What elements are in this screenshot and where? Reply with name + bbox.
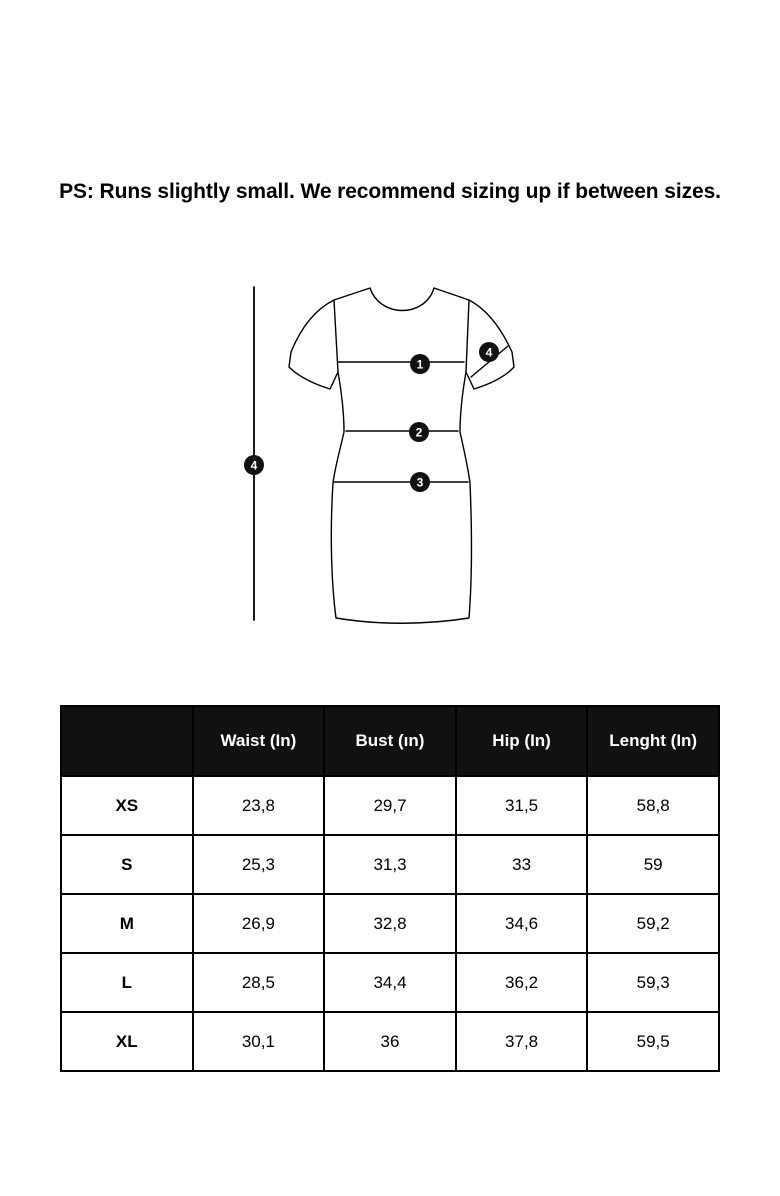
length-cell: 58,8 xyxy=(587,776,719,835)
hip-cell: 36,2 xyxy=(456,953,588,1012)
hip-cell: 34,6 xyxy=(456,894,588,953)
bust-cell: 31,3 xyxy=(324,835,456,894)
length-cell: 59,2 xyxy=(587,894,719,953)
header-bust: Bust (ın) xyxy=(324,706,456,776)
svg-text:3: 3 xyxy=(416,475,424,490)
waist-marker xyxy=(409,422,429,442)
table-row xyxy=(61,1012,719,1071)
size-cell: XL xyxy=(61,1012,193,1071)
length-marker xyxy=(244,455,264,475)
header-length: Lenght (In) xyxy=(587,706,719,776)
table-row xyxy=(61,953,719,1012)
length-cell: 59 xyxy=(587,835,719,894)
sleeve-marker xyxy=(479,342,499,362)
svg-text:4: 4 xyxy=(485,345,493,360)
header-waist: Waist (In) xyxy=(193,706,325,776)
size-chart-table xyxy=(60,705,720,1072)
length-cell: 59,3 xyxy=(587,953,719,1012)
length-cell: 59,5 xyxy=(587,1012,719,1071)
size-cell: M xyxy=(61,894,193,953)
sizing-note: PS: Runs slightly small. We recommend sizing up if between sizes. xyxy=(59,180,721,203)
size-cell: L xyxy=(61,953,193,1012)
table-row xyxy=(61,835,719,894)
left-panel-seam xyxy=(334,300,338,372)
header-size xyxy=(61,706,193,776)
hip-cell: 37,8 xyxy=(456,1012,588,1071)
bust-cell: 29,7 xyxy=(324,776,456,835)
bust-cell: 36 xyxy=(324,1012,456,1071)
dress-outline xyxy=(289,288,514,623)
svg-text:4: 4 xyxy=(250,458,258,473)
table-row xyxy=(61,894,719,953)
header-hip: Hip (In) xyxy=(456,706,588,776)
waist-cell: 28,5 xyxy=(193,953,325,1012)
table-row xyxy=(61,776,719,835)
waist-cell: 23,8 xyxy=(193,776,325,835)
svg-text:1: 1 xyxy=(416,357,424,372)
bust-cell: 32,8 xyxy=(324,894,456,953)
waist-cell: 25,3 xyxy=(193,835,325,894)
hip-cell: 31,5 xyxy=(456,776,588,835)
hip-marker xyxy=(410,472,430,492)
right-panel-seam xyxy=(466,300,469,372)
table-header-row xyxy=(61,706,719,776)
size-cell: XS xyxy=(61,776,193,835)
bust-cell: 34,4 xyxy=(324,953,456,1012)
waist-cell: 30,1 xyxy=(193,1012,325,1071)
size-cell: S xyxy=(61,835,193,894)
waist-cell: 26,9 xyxy=(193,894,325,953)
hip-cell: 33 xyxy=(456,835,588,894)
svg-text:2: 2 xyxy=(415,425,423,440)
bust-marker xyxy=(410,354,430,374)
